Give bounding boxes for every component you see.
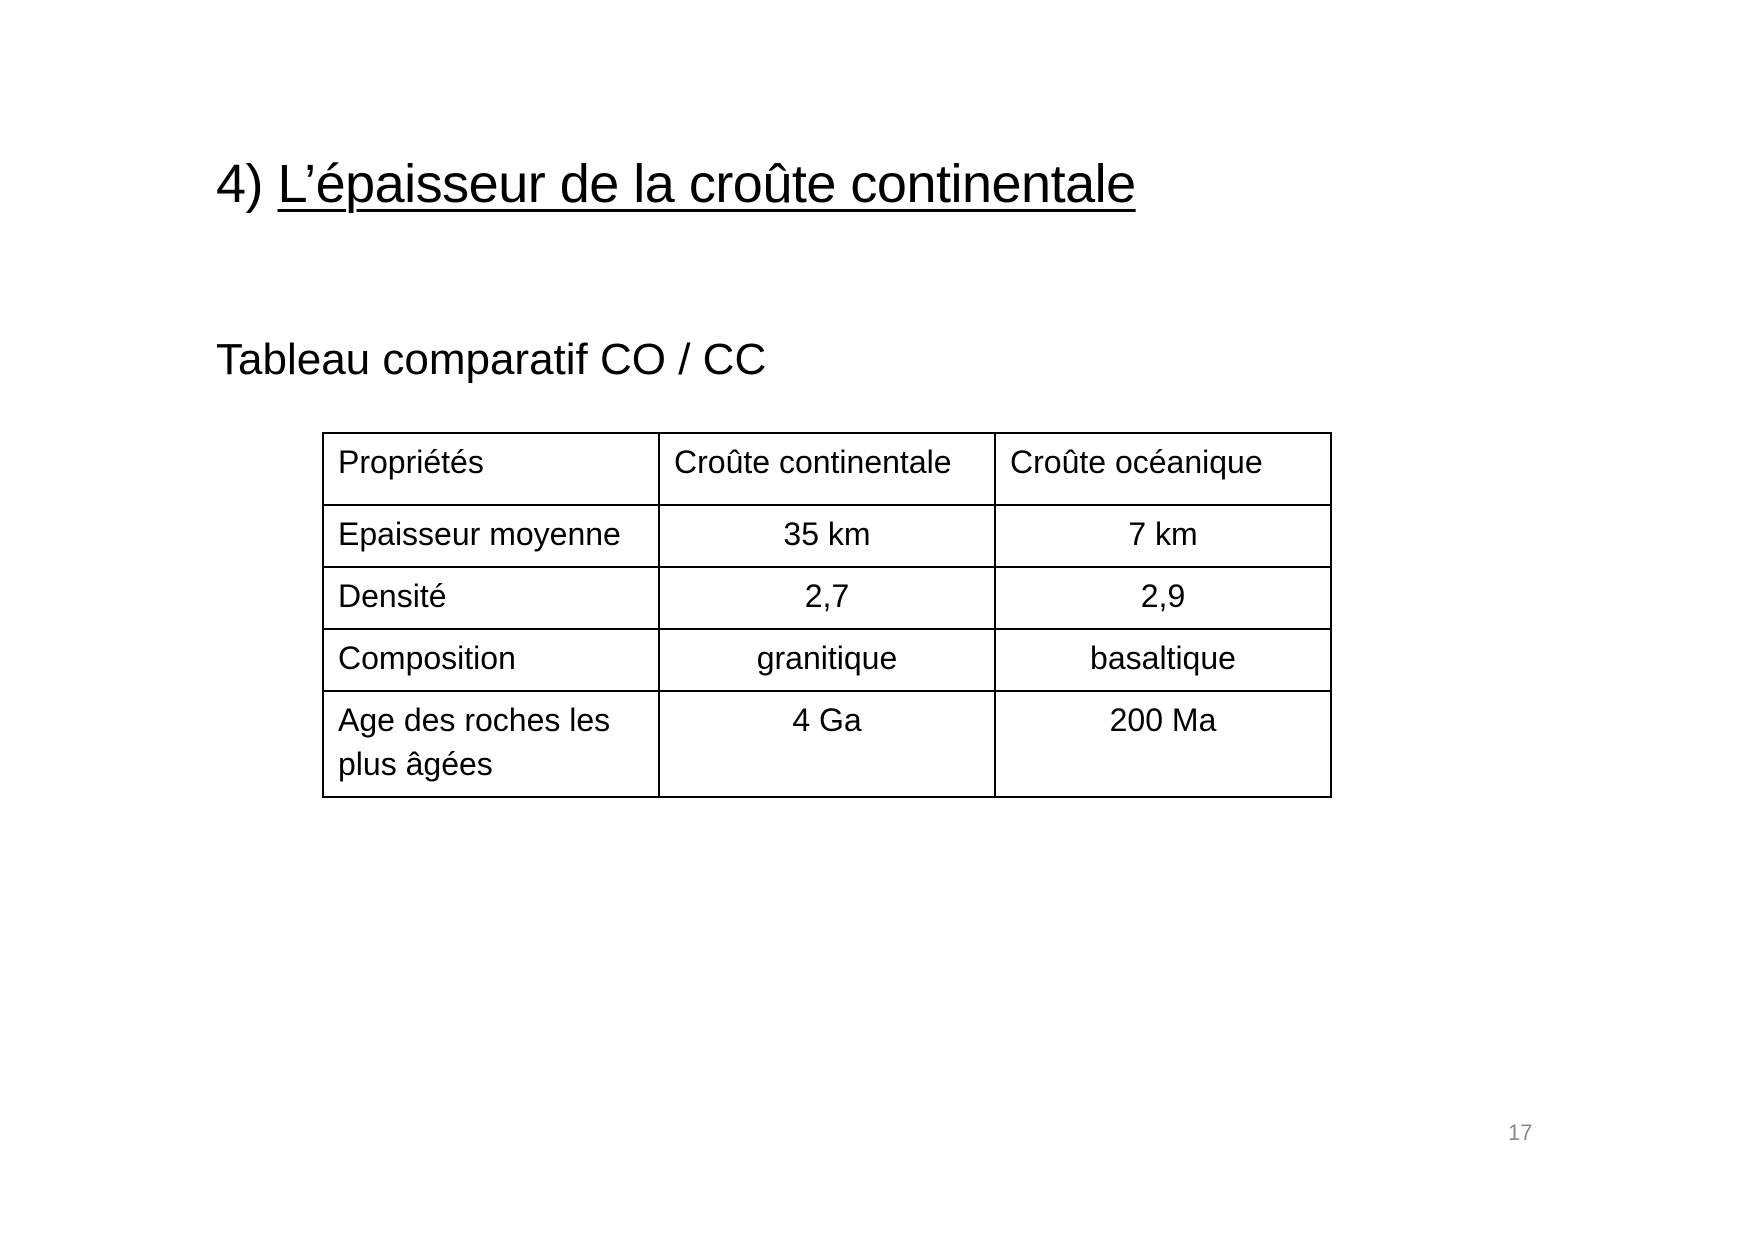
table-row: [323, 691, 1331, 797]
table-row: [323, 567, 1331, 629]
table-cell: Densité: [323, 567, 659, 629]
table-header-cell: Croûte continentale: [659, 433, 995, 505]
table-header-cell: Propriétés: [323, 433, 659, 505]
page-number: 17: [1508, 1120, 1533, 1145]
comparison-table: [322, 432, 1332, 798]
table-header-row: [323, 433, 1331, 505]
table-cell: 7 km: [995, 505, 1331, 567]
slide-title: [216, 152, 1136, 216]
table-row: [323, 629, 1331, 691]
table-cell: Age des roches les plus âgées: [323, 691, 659, 797]
title-text: L’épaisseur de la croûte continentale: [277, 154, 1136, 214]
title-number: 4): [216, 154, 278, 214]
table-cell: 35 km: [659, 505, 995, 567]
table-header-cell: Croûte océanique: [995, 433, 1331, 505]
table-cell: 4 Ga: [659, 691, 995, 797]
table-cell: basaltique: [995, 629, 1331, 691]
table-cell: 2,9: [995, 567, 1331, 629]
table-row: [323, 505, 1331, 567]
table-cell: 2,7: [659, 567, 995, 629]
table-cell: Composition: [323, 629, 659, 691]
table-cell: Epaisseur moyenne: [323, 505, 659, 567]
table-cell: granitique: [659, 629, 995, 691]
table-cell: 200 Ma: [995, 691, 1331, 797]
subtitle: Tableau comparatif CO / CC: [216, 335, 767, 384]
